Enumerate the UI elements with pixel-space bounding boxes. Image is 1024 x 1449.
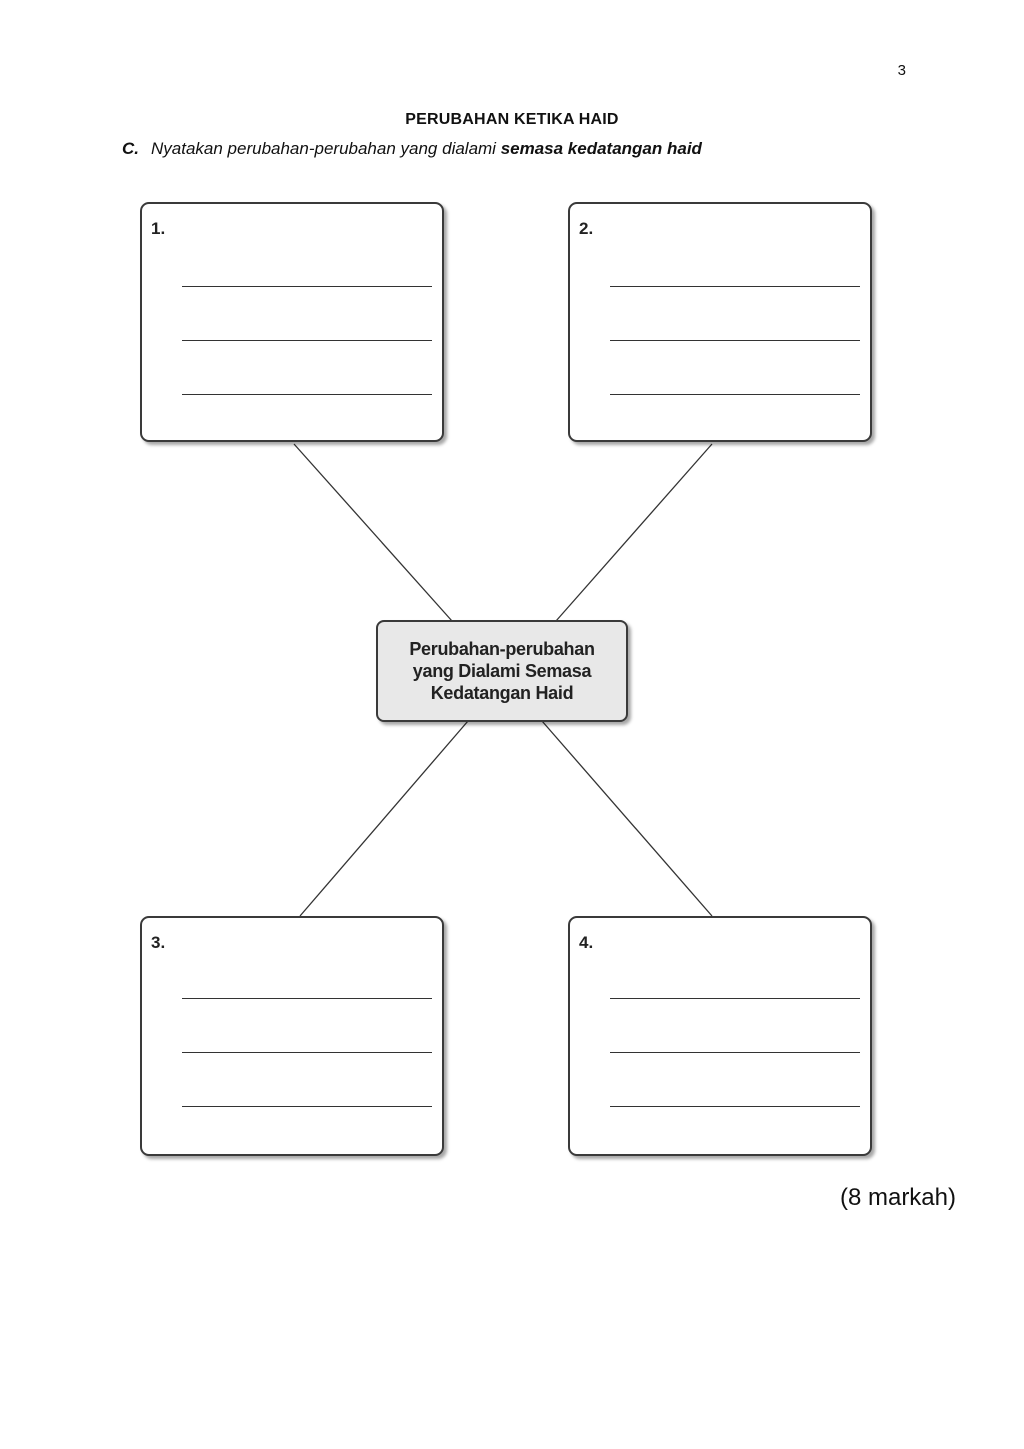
connector-line-1 — [294, 444, 452, 621]
answer-line[interactable] — [182, 1052, 432, 1053]
answer-line[interactable] — [610, 286, 860, 287]
answer-line[interactable] — [182, 394, 432, 395]
answer-box-4 — [568, 916, 872, 1156]
connector-line-2 — [556, 444, 712, 621]
answer-line[interactable] — [610, 1052, 860, 1053]
answer-box-3 — [140, 916, 444, 1156]
answer-line[interactable] — [610, 1106, 860, 1107]
answer-line[interactable] — [182, 1106, 432, 1107]
page-title: PERUBAHAN KETIKA HAID — [405, 111, 619, 128]
connector-line-3 — [300, 721, 468, 916]
box-number-2: 2. — [579, 219, 594, 238]
page-number: 3 — [897, 62, 906, 79]
box-number-1: 1. — [151, 219, 166, 238]
answer-line[interactable] — [610, 998, 860, 999]
box-number-4: 4. — [579, 933, 594, 952]
marks-label: (8 markah) — [839, 1184, 956, 1211]
answer-box-2 — [568, 202, 872, 442]
answer-line[interactable] — [182, 340, 432, 341]
box-number-3: 3. — [151, 933, 166, 952]
question-label: C. — [122, 139, 139, 158]
answer-line[interactable] — [182, 286, 432, 287]
center-topic-line-3: Kedatangan Haid — [430, 683, 574, 703]
center-topic-line-1: Perubahan-perubahan — [409, 639, 595, 659]
question-emphasis: semasa kedatangan haid — [500, 139, 702, 158]
answer-line[interactable] — [610, 340, 860, 341]
answer-line[interactable] — [182, 998, 432, 999]
answer-line[interactable] — [610, 394, 860, 395]
answer-box-1 — [140, 202, 444, 442]
center-topic-line-2: yang Dialami Semasa — [412, 661, 592, 681]
question-text: Nyatakan perubahan-perubahan yang dialami — [151, 139, 501, 158]
center-topic-box — [376, 620, 628, 722]
connector-line-4 — [542, 721, 712, 916]
